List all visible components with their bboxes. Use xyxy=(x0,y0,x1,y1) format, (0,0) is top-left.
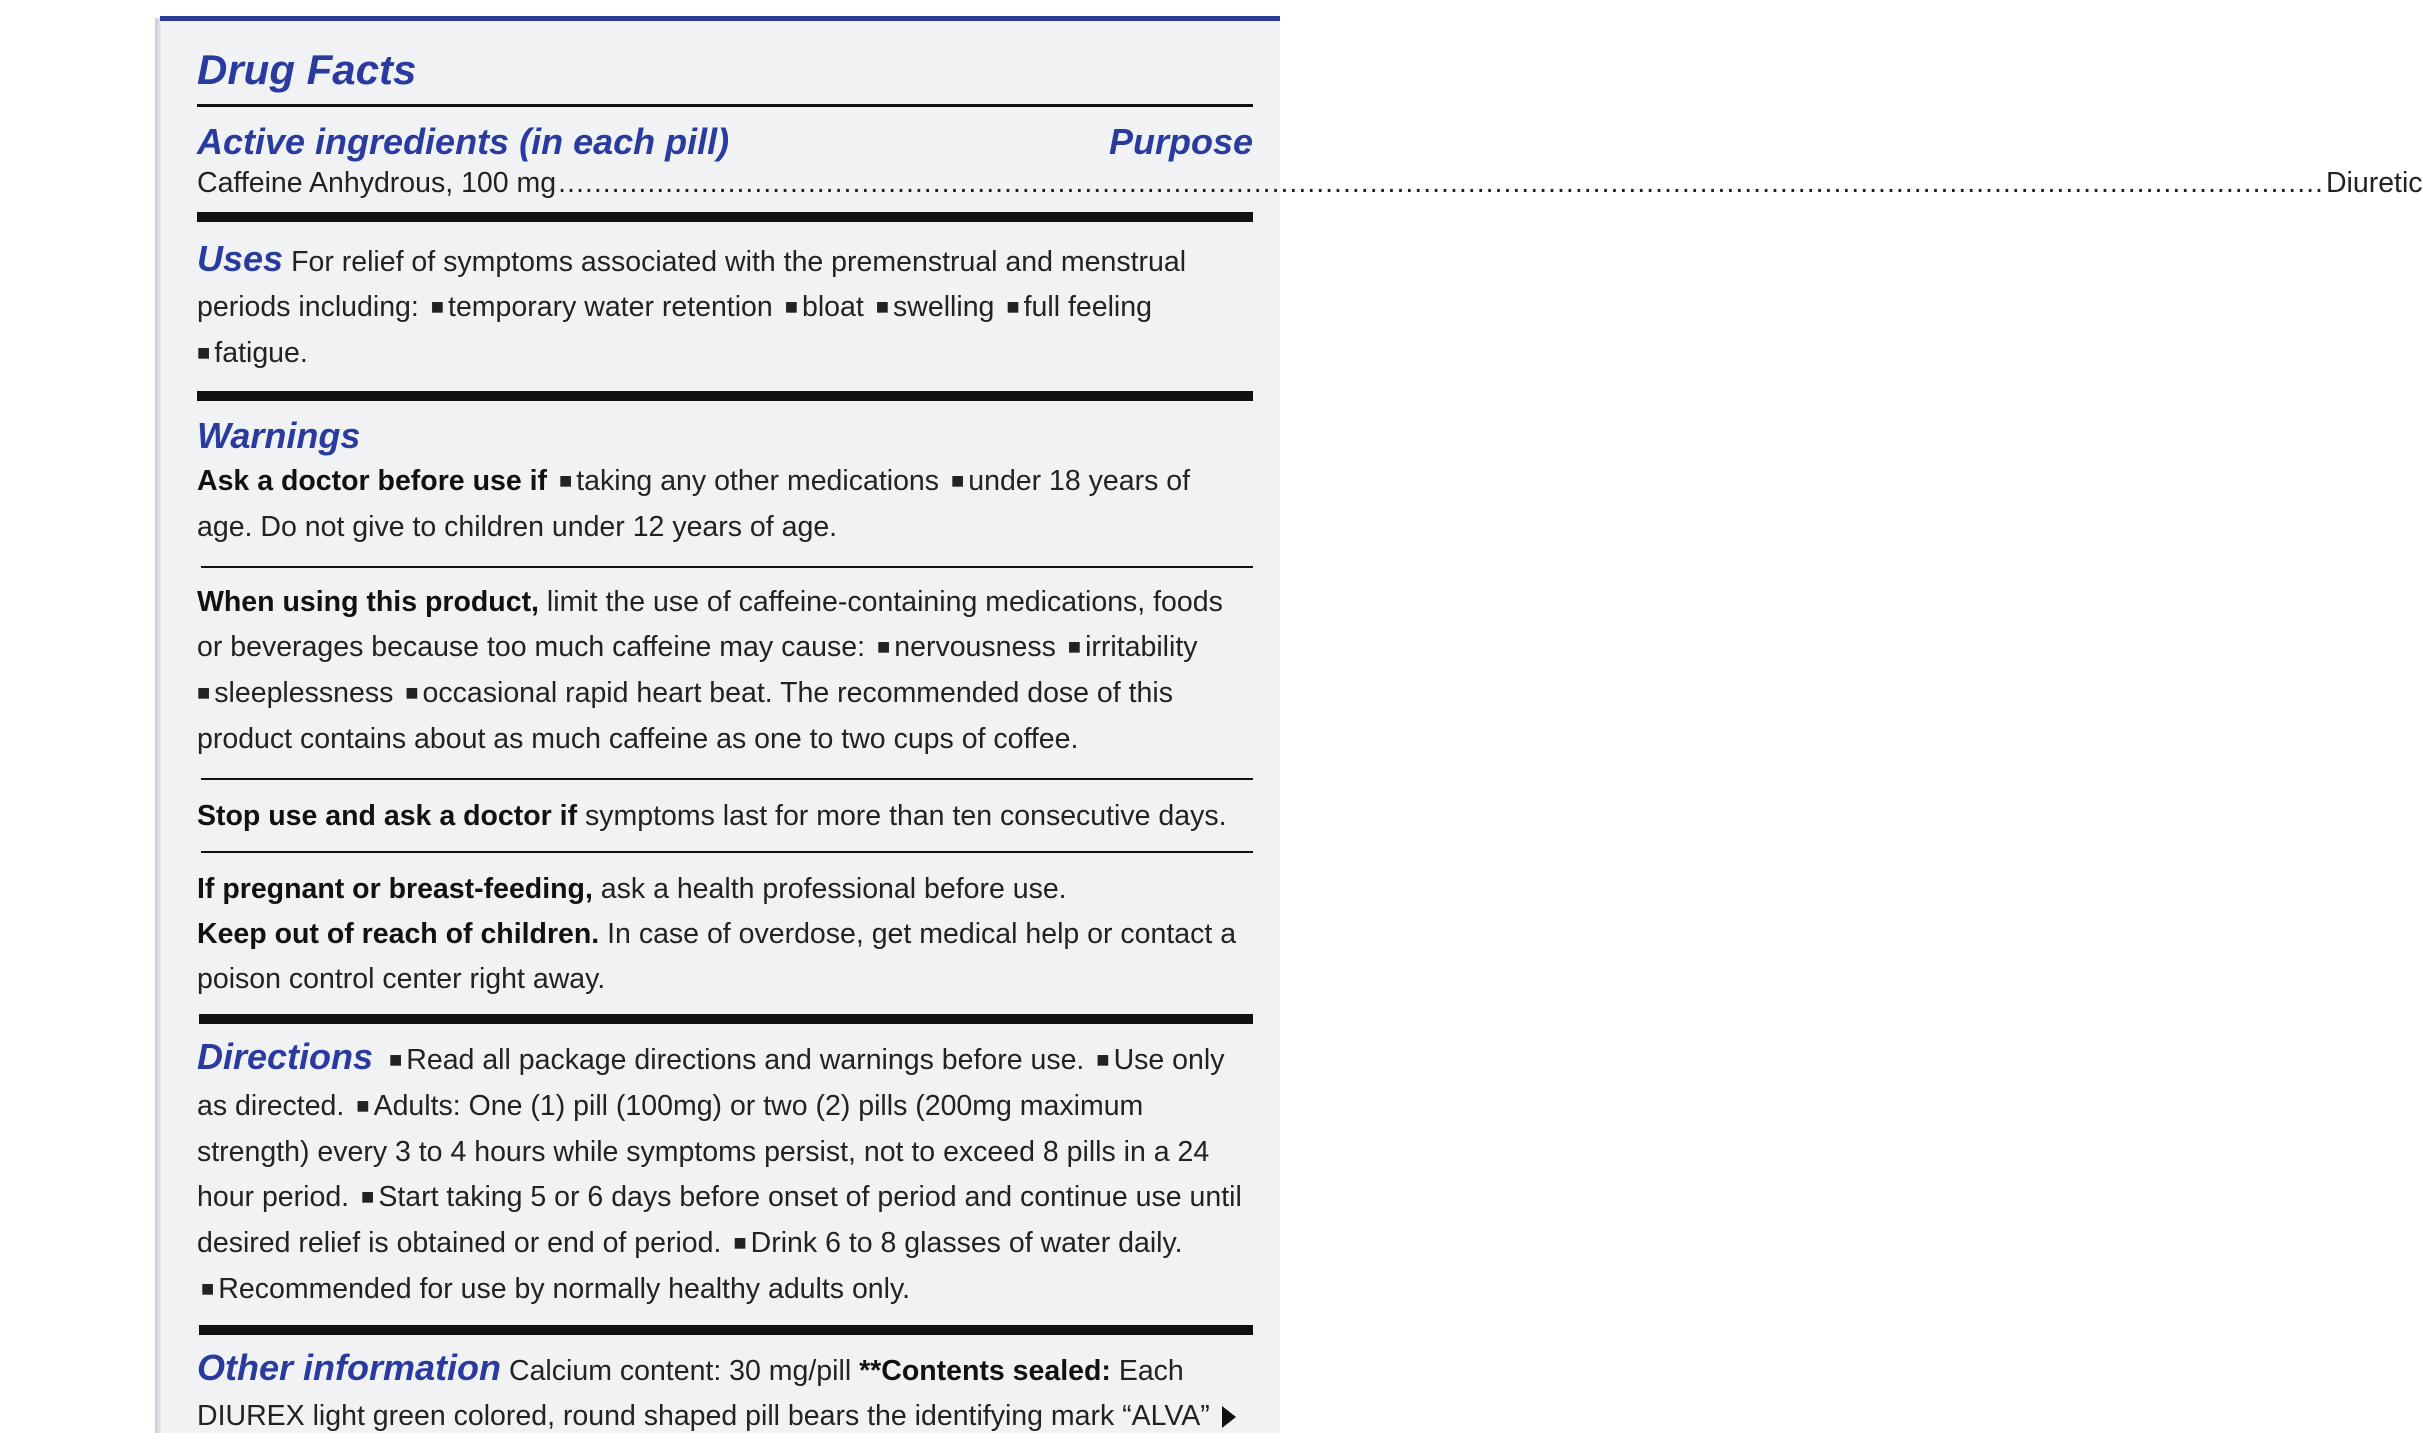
bullet-icon: ■ xyxy=(1096,1047,1110,1072)
stop-use-paragraph xyxy=(197,794,1253,839)
rule xyxy=(197,391,1253,401)
when-using-item: nervousness xyxy=(894,631,1056,663)
active-ingredients-heading: Active ingredients (in each pill) xyxy=(197,121,730,162)
uses-item: bloat xyxy=(801,291,864,323)
contents-sealed-text: Each DIUREX light green colored, round shaped pill bears the identifying mark “ALVA” xyxy=(197,1355,1210,1432)
bullet-icon: ■ xyxy=(1006,294,1020,319)
leader-dots: ...................................................................................................................................................................................................... xyxy=(558,167,2324,199)
keep-out-paragraph xyxy=(197,912,1247,1002)
pregnant-paragraph xyxy=(197,867,1247,912)
other-info-text: Calcium content: 30 mg/pill xyxy=(509,1355,852,1387)
rule xyxy=(197,104,1253,107)
directions-item: Use only as directed. xyxy=(197,1044,1225,1122)
ingredient-row xyxy=(197,161,2423,206)
drug-facts-content xyxy=(197,40,2423,1439)
ask-doctor-paragraph xyxy=(197,459,1237,550)
bullet-icon: ■ xyxy=(197,340,211,365)
directions-heading: Directions xyxy=(197,1036,374,1077)
uses-item: full feeling xyxy=(1023,291,1152,323)
bullet-icon: ■ xyxy=(558,468,573,493)
uses-intro: For relief of symptoms associated with the premenstrual and menstrual periods including: xyxy=(197,246,1187,323)
when-using-item: irritability xyxy=(1085,631,1198,663)
ask-doctor-lead: Ask a doctor before use if xyxy=(197,465,548,497)
rule xyxy=(199,1014,1253,1024)
uses-item: swelling xyxy=(893,291,995,323)
contents-sealed-lead: **Contents sealed: xyxy=(859,1355,1111,1387)
uses-heading: Uses xyxy=(197,238,284,279)
ask-doctor-item: taking any other medications xyxy=(576,465,940,497)
bullet-icon: ■ xyxy=(1067,634,1082,659)
bullet-icon: ■ xyxy=(784,294,798,319)
continue-arrow-icon xyxy=(1222,1406,1236,1428)
bullet-icon: ■ xyxy=(405,680,419,705)
when-using-item: occasional rapid heart beat. xyxy=(422,677,773,709)
ingredient-purpose: Diuretic xyxy=(2325,167,2423,199)
directions-item: Read all package directions and warnings before use. xyxy=(406,1044,1085,1076)
directions-item: Recommended for use by normally healthy adults only. xyxy=(218,1273,911,1305)
bullet-icon: ■ xyxy=(876,634,891,659)
directions-item: Start taking 5 or 6 days before onset of period and continue use until desired relief is obtained or end of period. xyxy=(197,1181,1242,1259)
when-using-text: limit the use of caffeine-containing medications, foods or beverages because too much caffeine may cause: xyxy=(197,586,1223,663)
rule xyxy=(201,778,1253,780)
uses-section xyxy=(197,236,1227,377)
bullet-icon: ■ xyxy=(356,1093,370,1118)
keep-out-text: In case of overdose, get medical help or contact a poison control center right away. xyxy=(197,918,1237,995)
bullet-icon: ■ xyxy=(197,680,211,705)
rule xyxy=(201,566,1253,568)
bullet-icon: ■ xyxy=(733,1230,747,1255)
active-ingredients-header xyxy=(197,121,1253,163)
stop-use-text: symptoms last for more than ten consecutive days. xyxy=(585,800,1227,832)
ingredient-name: Caffeine Anhydrous, 100 mg xyxy=(197,167,557,199)
rule xyxy=(199,1325,1253,1335)
stop-use-lead: Stop use and ask a doctor if xyxy=(197,800,578,832)
pregnant-text: ask a health professional before use. xyxy=(600,873,1067,905)
directions-item: Adults: One (1) pill (100mg) or two (2) pills (200mg maximum strength) every 3 to 4 hours while symptoms persist, not to exceed 8 pills in a 24 hour period. xyxy=(197,1090,1210,1213)
warnings-heading: Warnings xyxy=(197,415,361,456)
drug-facts-title: Drug Facts xyxy=(197,46,417,93)
when-using-lead: When using this product, xyxy=(197,586,539,618)
rule xyxy=(201,851,1253,853)
when-using-tail: The recommended dose of this product contains about as much caffeine as one to two cups of coffee. xyxy=(197,677,1173,755)
when-using-paragraph xyxy=(197,580,1237,762)
bullet-icon: ■ xyxy=(950,468,965,493)
ask-doctor-item: under 18 years of age. Do not give to children under 12 years of age. xyxy=(197,465,1191,543)
bullet-icon: ■ xyxy=(361,1184,375,1209)
other-info-heading: Other information xyxy=(197,1347,501,1388)
when-using-item: sleeplessness xyxy=(214,677,394,709)
keep-out-lead: Keep out of reach of children. xyxy=(197,918,600,950)
uses-item: fatigue. xyxy=(214,337,308,369)
bullet-icon: ■ xyxy=(875,294,890,319)
other-info-section xyxy=(197,1345,1237,1439)
directions-section xyxy=(197,1034,1247,1313)
bullet-icon: ■ xyxy=(430,294,445,319)
purpose-heading: Purpose xyxy=(1108,121,1253,162)
bullet-icon: ■ xyxy=(388,1047,403,1072)
bullet-icon: ■ xyxy=(201,1276,215,1301)
pregnant-lead: If pregnant or breast-feeding, xyxy=(197,873,593,905)
rule xyxy=(197,212,1253,222)
uses-item: temporary water retention xyxy=(448,291,773,323)
directions-item: Drink 6 to 8 glasses of water daily. xyxy=(750,1227,1183,1259)
